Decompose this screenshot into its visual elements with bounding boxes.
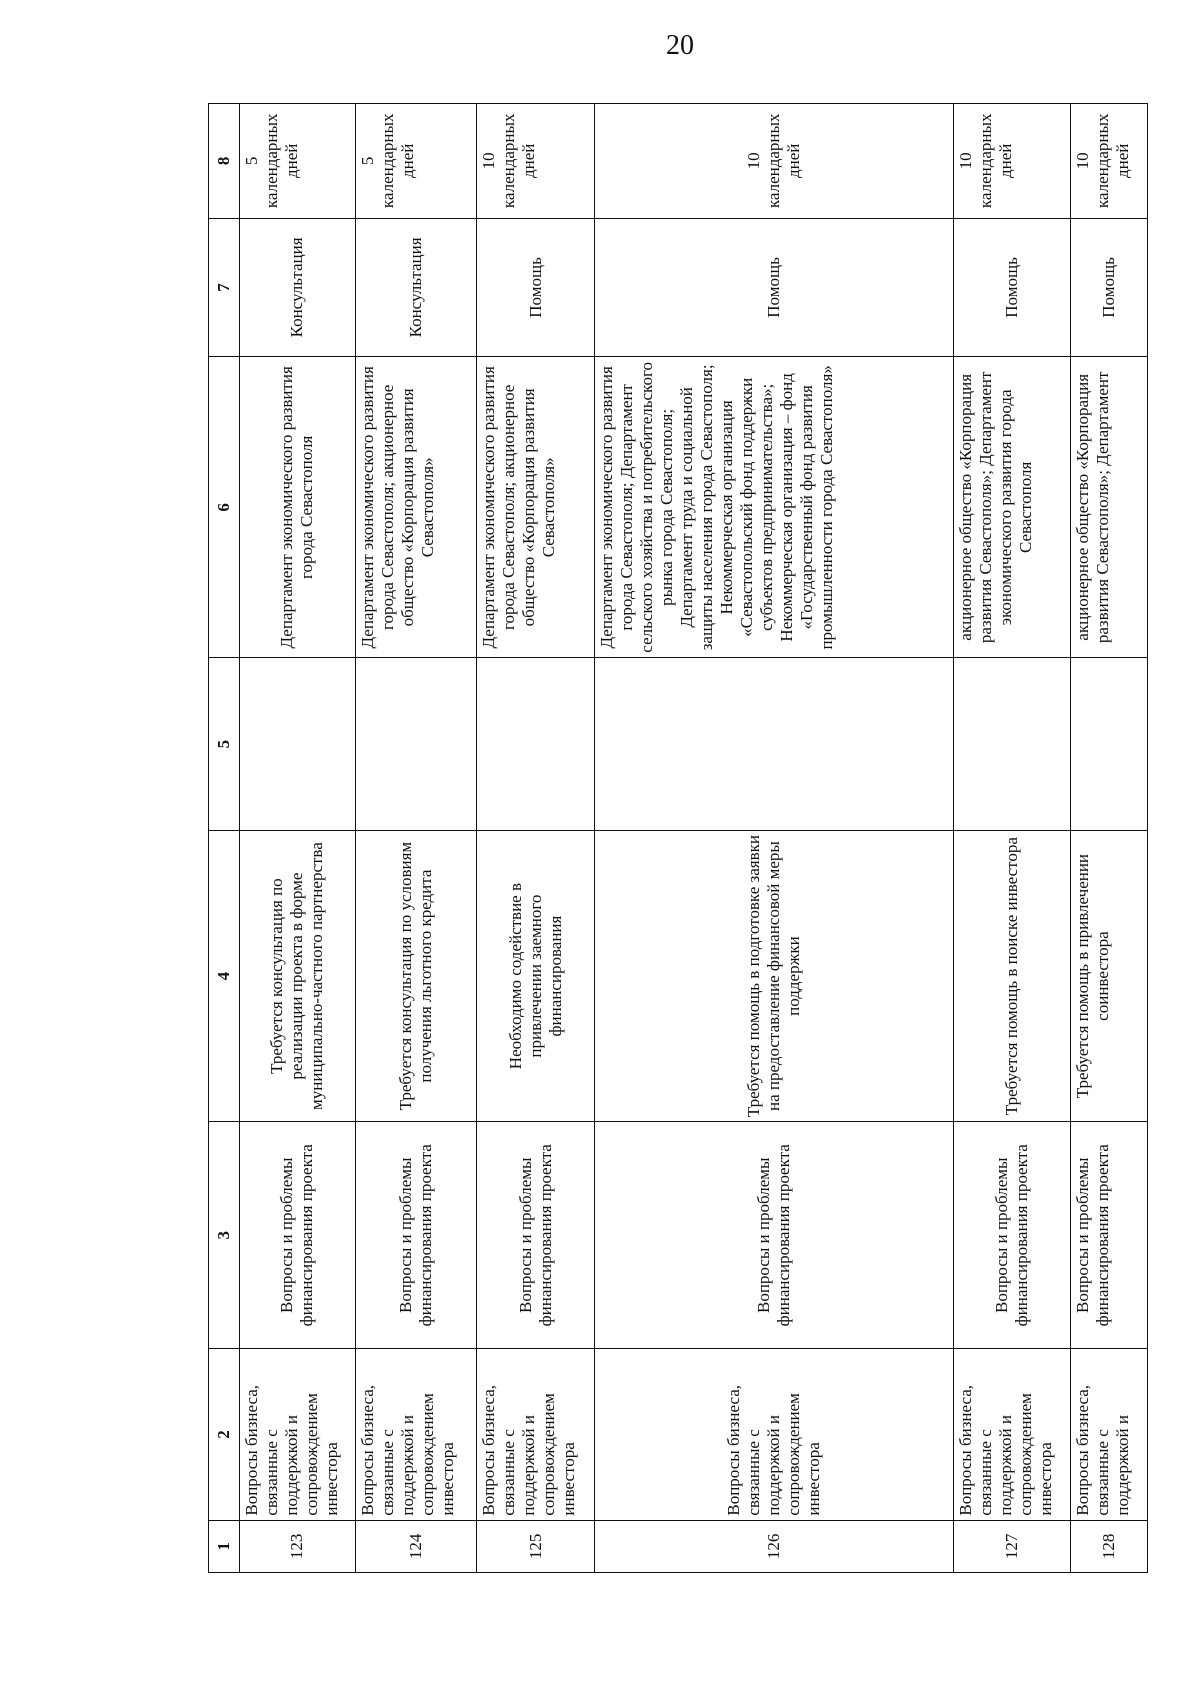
column-header: 4 <box>209 830 240 1121</box>
column-5-cell <box>355 658 476 830</box>
question-description: Требуется консультация по реализации проекта в форме муниципально-частного партнерства <box>240 830 356 1121</box>
question-description: Требуется помощь в поиске инвестора <box>954 830 1071 1121</box>
question-category: Вопросы бизнеса, связанные с поддержкой и сопровождением инвестора <box>954 1349 1071 1520</box>
table-row <box>954 104 1071 1573</box>
responsible-agency: Департамент экономического развития города Севастополя <box>240 357 356 658</box>
question-description: Требуется консультация по условиям получения льготного кредита <box>355 830 476 1121</box>
row-number: 126 <box>595 1520 954 1572</box>
service-type: Помощь <box>476 218 595 357</box>
responsible-agency: акционерное общество «Корпорация развития Севастополя»; Департамент <box>1070 357 1147 658</box>
column-header: 8 <box>209 104 240 219</box>
question-category: Вопросы бизнеса, связанные с поддержкой и сопровождением инвестора <box>240 1349 356 1520</box>
column-5-cell <box>240 658 356 830</box>
question-category: Вопросы бизнеса, связанные с поддержкой и <box>1070 1349 1147 1520</box>
column-header: 3 <box>209 1122 240 1349</box>
column-5-cell <box>1070 658 1147 830</box>
row-number: 124 <box>355 1520 476 1572</box>
column-5-cell <box>595 658 954 830</box>
service-type: Консультация <box>240 218 356 357</box>
deadline: 10 календарных дней <box>1070 104 1147 219</box>
service-type: Помощь <box>1070 218 1147 357</box>
column-5-cell <box>476 658 595 830</box>
question-category: Вопросы бизнеса, связанные с поддержкой и сопровождением инвестора <box>476 1349 595 1520</box>
responsible-agency: Департамент экономического развития города Севастополя; акционерное общество «Корпорация развития Севастополя» <box>355 357 476 658</box>
deadline: 10 календарных дней <box>476 104 595 219</box>
row-number: 125 <box>476 1520 595 1572</box>
rotated-table-wrapper <box>208 103 1148 1573</box>
column-header: 2 <box>209 1349 240 1520</box>
question-topic: Вопросы и проблемы финансирования проекта <box>1070 1122 1147 1349</box>
responsible-agency: Департамент экономического развития города Севастополя; Департамент сельского хозяйства и потребительского рынка города Севастополя; Департамент труда и социальной защиты населения города Севастополя; Некоммерческая организация «Севастопольский фонд поддержки субъектов предпринимательства»; Некоммерческая организация – фонд «Государственный фонд развития промышленности города Севастополя» <box>595 357 954 658</box>
services-table <box>208 103 1148 1573</box>
question-topic: Вопросы и проблемы финансирования проекта <box>954 1122 1071 1349</box>
table-row <box>240 104 356 1573</box>
column-header: 5 <box>209 658 240 830</box>
table-row <box>355 104 476 1573</box>
question-topic: Вопросы и проблемы финансирования проекта <box>355 1122 476 1349</box>
table-row <box>476 104 595 1573</box>
question-description: Требуется помощь в привлечении соинвестора <box>1070 830 1147 1121</box>
table-row <box>1070 104 1147 1573</box>
row-number: 123 <box>240 1520 356 1572</box>
deadline: 10 календарных дней <box>954 104 1071 219</box>
question-category: Вопросы бизнеса, связанные с поддержкой и сопровождением инвестора <box>355 1349 476 1520</box>
column-5-cell <box>954 658 1071 830</box>
row-number: 127 <box>954 1520 1071 1572</box>
page-number: 20 <box>666 30 694 61</box>
question-category: Вопросы бизнеса, связанные с поддержкой и сопровождением инвестора <box>595 1349 954 1520</box>
column-header: 1 <box>209 1520 240 1572</box>
row-number: 128 <box>1070 1520 1147 1572</box>
deadline: 5 календарных дней <box>240 104 356 219</box>
question-description: Требуется помощь в подготовке заявки на предоставление финансовой меры поддержки <box>595 830 954 1121</box>
service-type: Помощь <box>595 218 954 357</box>
column-header: 6 <box>209 357 240 658</box>
question-description: Необходимо содействие в привлечении заемного финансирования <box>476 830 595 1121</box>
question-topic: Вопросы и проблемы финансирования проекта <box>476 1122 595 1349</box>
question-topic: Вопросы и проблемы финансирования проекта <box>240 1122 356 1349</box>
table-row <box>595 104 954 1573</box>
service-type: Консультация <box>355 218 476 357</box>
service-type: Помощь <box>954 218 1071 357</box>
responsible-agency: акционерное общество «Корпорация развития Севастополя»; Департамент экономического развития города Севастополя <box>954 357 1071 658</box>
column-header: 7 <box>209 218 240 357</box>
responsible-agency: Департамент экономического развития города Севастополя; акционерное общество «Корпорация развития Севастополя» <box>476 357 595 658</box>
deadline: 10 календарных дней <box>595 104 954 219</box>
header-row <box>209 104 240 1573</box>
deadline: 5 календарных дней <box>355 104 476 219</box>
question-topic: Вопросы и проблемы финансирования проекта <box>595 1122 954 1349</box>
